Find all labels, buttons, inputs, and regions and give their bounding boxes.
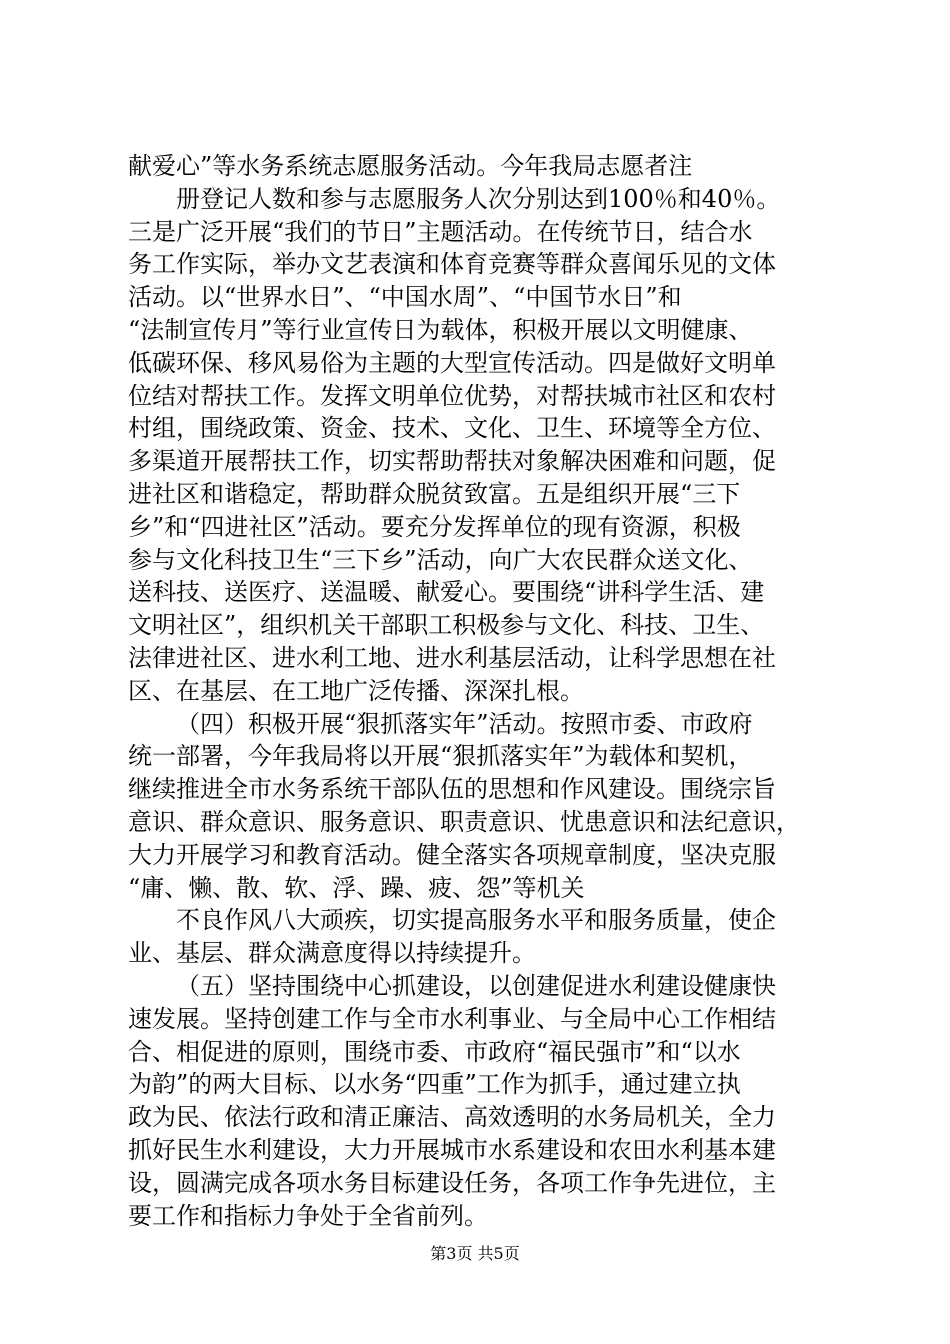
text-line: 大力开展学习和教育活动。健全落实各项规章制度，坚决克服 [128,840,776,869]
text-line: 三是广泛开展“我们的节日”主题活动。在传统节日，结合水 [128,217,753,246]
text-line: 为韵”的两大目标、以水务“四重”工作为抓手，通过建立执 [128,1070,741,1099]
text-line: 速发展。坚持创建工作与全市水利事业、与全局中心工作相结 [128,1004,776,1033]
text-line: 文明社区”，组织机关干部职工积极参与文化、科技、卫生、 [128,611,765,640]
text-line: 参与文化科技卫生“三下乡”活动，向广大农民群众送文化、 [128,545,753,574]
text-line: 低碳环保、移风易俗为主题的大型宣传活动。四是做好文明单 [128,348,776,377]
text-line: 送科技、送医疗、送温暖、献爱心。要围绕“讲科学生活、建 [128,578,765,607]
page-footer: 第3页 共5页 [430,1244,520,1263]
text-line: （四）积极开展“狠抓落实年”活动。按照市委、市政府 [176,709,753,738]
text-line: 献爱心”等水务系统志愿服务活动。今年我局志愿者注 [128,152,693,180]
text-line: 多渠道开展帮扶工作，切实帮助帮扶对象解决困难和问题，促 [128,447,776,476]
text-line: 继续推进全市水务系统干部队伍的思想和作风建设。围绕宗旨 [128,775,776,804]
text-line: 位结对帮扶工作。发挥文明单位优势，对帮扶城市社区和农村 [128,381,776,410]
text-line: “庸、懒、散、软、浮、躁、疲、怨”等机关 [128,873,585,902]
text-line: 意识、群众意识、服务意识、职责意识、忧患意识和法纪意识， [128,807,800,836]
text-line: “法制宣传月”等行业宣传日为载体，积极开展以文明健康、 [128,315,753,344]
text-line: （五）坚持围绕中心抓建设，以创建促进水利建设健康快 [176,971,776,1000]
text-line: 要工作和指标力争处于全省前列。 [128,1201,488,1230]
text-line: 业、基层、群众满意度得以持续提升。 [128,939,536,968]
text-line: 不良作风八大顽疾，切实提高服务水平和服务质量，使企 [176,906,776,935]
text-line: 合、相促进的原则，围绕市委、市政府“福民强市”和“以水 [128,1037,741,1066]
text-line: 区、在基层、在工地广泛传播、深深扎根。 [128,676,584,705]
text-line: 活动。以“世界水日”、“中国水周”、“中国节水日”和 [128,283,682,312]
text-line: 乡”和“四进社区”活动。要充分发挥单位的现有资源，积极 [128,512,741,541]
document-body [128,150,848,1232]
text-line: 统一部署，今年我局将以开展“狠抓落实年”为载体和契机， [128,742,753,771]
text-line: 法律进社区、进水利工地、进水利基层活动，让科学思想在社 [128,643,776,672]
text-line: 政为民、依法行政和清正廉洁、高效透明的水务局机关，全力 [128,1103,776,1132]
text-line: 册登记人数和参与志愿服务人次分别达到100％和40％。 [176,184,781,213]
text-line: 务工作实际，举办文艺表演和体育竞赛等群众喜闻乐见的文体 [128,250,776,279]
text-line: 村组，围绕政策、资金、技术、文化、卫生、环境等全方位、 [128,414,776,443]
text-line: 进社区和谐稳定，帮助群众脱贫致富。五是组织开展“三下 [128,479,741,508]
text-line: 抓好民生水利建设，大力开展城市水系建设和农田水利基本建 [128,1135,776,1164]
text-line: 设，圆满完成各项水务目标建设任务，各项工作争先进位，主 [128,1168,776,1197]
